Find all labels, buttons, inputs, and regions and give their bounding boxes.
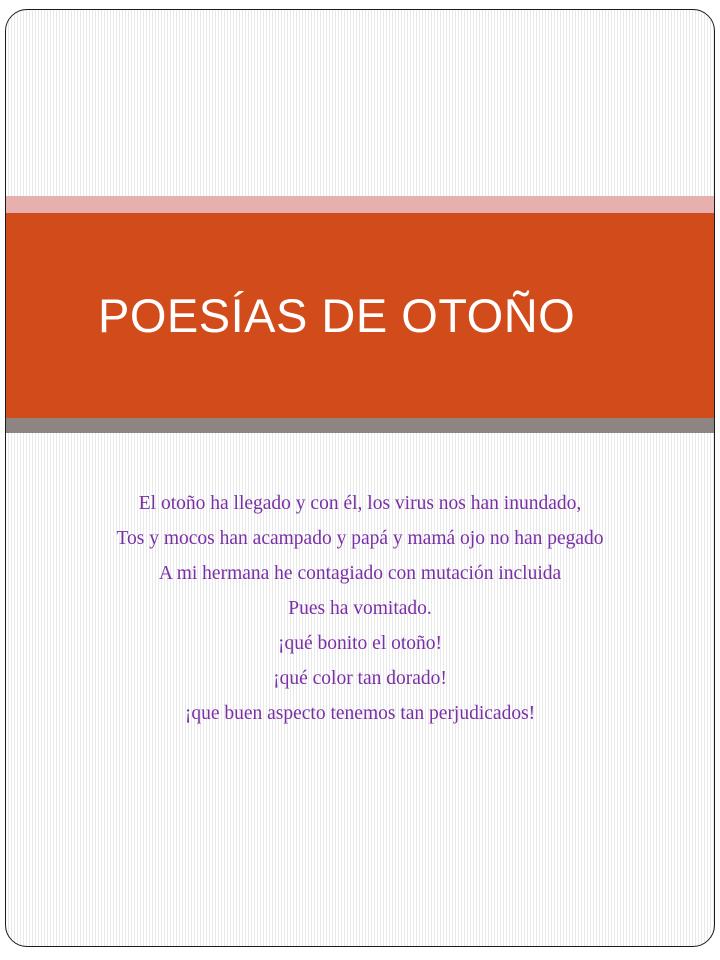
title-bottom-accent-band: [6, 418, 714, 433]
poem-line: ¡que buen aspecto tenemos tan perjudicados!: [184, 703, 536, 724]
poem-line: A mi hermana he contagiado con mutación incluida: [158, 563, 562, 584]
poem-line: El otoño ha llegado y con él, los virus nos han inundado,: [138, 493, 582, 514]
slide-title: POESÍAS DE OTOÑO: [98, 289, 576, 342]
poem-body: [6, 492, 714, 737]
poem-line: ¡qué color tan dorado!: [273, 668, 447, 689]
poem-line: ¡qué bonito el otoño!: [277, 633, 443, 654]
title-top-accent-band: [6, 196, 714, 213]
poem-line: Tos y mocos han acampado y papá y mamá ojo no han pegado: [116, 528, 604, 549]
slide: [5, 9, 715, 947]
poem-line: Pues ha vomitado.: [288, 598, 432, 619]
